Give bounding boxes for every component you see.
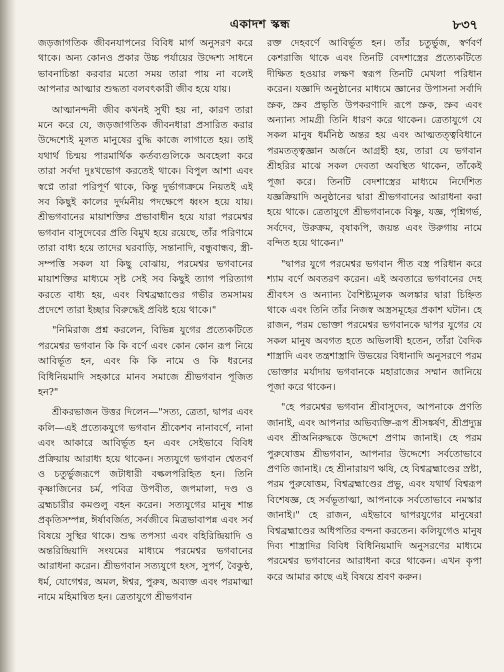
chapter-title: একাদশ স্কন্ধ	[229, 17, 291, 31]
paragraph: "নিমিরাজ প্রশ্ন করলেন, বিভিন্ন যুগের প্রত্যেকটিতে পরমেশ্বর ভগবান কি কি বর্ণে এবং কোন কোন রূপ নিয়ে আবির্ভূত হন, এবং কি কি নামে ও কি ধরনের বিধিনিয়মাদি সহকারে মানব সমাজে শ্রীভগবান পূজিত হন?"	[38, 325, 253, 398]
paragraph: "দ্বাপর যুগে পরমেশ্বর ভগবান পীত বস্ত্র পরিধান করে শ্যাম বর্ণে অবতরণ করেন। এই অবতারে ভগবানের দেহ শ্রীবৎস ও অন্যান্য বৈশিষ্ট্যমূলক অলঙ্কার দ্বারা চিহ্নিত থাকে এবং তিনি তাঁর নিজস্ব অস্ত্রসমূহের প্রকাশ ঘটান। হে রাজন, পরম ভোক্তা পরমেশ্বর ভগবানকে দ্বাপর যুগের যে সকল মানুষ অবগত হতে অভিলাষী হতেন, তাঁরা বৈদিক শাস্ত্রাদি এবং তন্ত্রশাস্ত্রাদি উভয়ের বিধানাদি অনুসরণে পরম ভোক্তার মর্যাদায় ভগবানকে মহারাজের সম্মান জানিয়ে পূজা করে থাকেন।	[267, 258, 482, 393]
right-column	[267, 36, 482, 660]
paragraph: শ্রীকরভাজন উত্তর দিলেন—"সত্য, ত্রেতা, দ্বাপর এবং কলি—এই প্রত্যেকযুগে ভগবান শ্রীকেশব নানাবর্ণে, নানা এবং আকারে আবির্ভূত হন এবং সেইভাবে বিবিধ প্রক্রিয়ায় আরাধ্য হয়ে থাকেন। সত্যযুগে ভগবান শ্বেতবর্ণ ও চতুর্ভুজরূপে জটাধারী বল্কলপরিহিত হন। তিনি কৃষ্ণাজিনের চর্ম, পবিত্র উপবীত, জপমালা, দণ্ড ও ব্রহ্মচারীর কমণ্ডলু বহন করেন। সত্যযুগের মানুষ শান্ত প্রকৃতিসম্পন্ন, ঈর্ষাবর্জিত, সর্বজীবে মিত্রভাবাপন্ন এবং সর্ব বিষয়ে সুস্থির থাকে। শুদ্ধ তপস্যা এবং বহিরিন্দ্রিয়াদি ও অন্তরিন্দ্রিয়াদি সংযমের মাধ্যমে পরমেশ্বর ভগবানের আরাধনা করেন। শ্রীভগবান সত্যযুগে হংস, সুপর্ণ, বৈকুণ্ঠ, ধর্ম, যোগেশ্বর, অমল, ঈশ্বর, পুরুষ, অব্যক্ত এবং পরমাত্মা নামে মহিমান্বিত হন। ত্রেতাযুগে শ্রীভগবান	[38, 407, 253, 604]
paragraph: রক্ত দেহবর্ণে আবির্ভূত হন। তাঁর চতুর্ভুজ, স্বর্ণবর্ণ কেশরাজি থাকে এবং তিনটি বেদশাস্ত্রের প্রত্যেকটিতে দীক্ষিত হওয়ার লক্ষণ স্বরূপ তিনটি মেখলা পরিধান করেন। যজ্ঞাদি অনুষ্ঠানের মাধ্যমে জ্ঞানের উপাসনা সর্বাদি স্রুক, স্রুব প্রভৃতি উপকরণাদি রূপে স্রুক, স্রুব এবং অন্যান্য সামগ্রী তিনি ধারণ করে থাকেন। ত্রেতাযুগে যে সকল মানুষ ধর্মনিষ্ঠ অন্তর হয় এবং আত্মতত্ত্ববিধানে পরমতত্ত্বজ্ঞান অর্জনে আগ্রহী হয়, তারা যে ভগবান শ্রীহরির মাঝে সকল দেবতা অবস্থিত থাকেন, তাঁকেই পূজা করে। তিনটি বেদশাস্ত্রের মাধ্যমে নির্দেশিত যজ্ঞক্রিয়াদি অনুষ্ঠানের দ্বারা শ্রীভগবানের আরাধনা করা হয়ে থাকে। ত্রেতাযুগে শ্রীভগবানকে বিষ্ণু, যজ্ঞ, পৃশ্নিগর্ভ, সর্বদেব, উরুক্রম, বৃষাকপি, জয়ন্ত এবং উরুগায় নামে বন্দিত হয়ে থাকেন।"	[267, 38, 482, 250]
paragraph: আত্মানন্দনী জীব কখনই সুখী হয় না, কারণ তারা মনে করে যে, জড়জাগতিক জীবনধারা প্রসারিত করার উদ্দেশ্যেই মূলত মানুষের বুদ্ধি কাজে লাগাতে হয়। তাই যথার্থ চিন্ময় পারমার্থিক কর্তব্যগুলিকে অবহেলা করে তারা সর্বদা দুঃখভোগ করতেই থাকে। বিপুল আশা এবং স্বপ্নে তারা পরিপূর্ণ থাকে, কিন্তু দুর্ভাগ্যক্রমে নিয়তই এই সব কিছুই কালের দুর্দমনীয় পদক্ষেপে ধ্বংস হয়ে যায়। শ্রীভগবানের মায়াশক্তির প্রভাবাধীন হয়ে যারা পরমেশ্বর ভগবান বাসুদেবের প্রতি বিমুখ হয়ে রয়েছে, তাঁর পরিণামে তারা বাধ্য হয়ে তাদের ঘরবাড়ি, সন্তানাদি, বন্ধুবান্ধব, স্ত্রী-সম্পত্তি সকল যা কিছু বোঝায়, পরমেশ্বর ভগবানের মায়াশক্তির মাধ্যমে সৃষ্ট সেই সব কিছুই ত্যাগ পরিত্যাগ করতে বাধ্য হয়, এবং বিশ্বব্রহ্মাণ্ডের গভীর তমসাময় প্রদেশে তারা ইচ্ছার বিরুদ্ধেই প্রবিষ্ট হয়ে থাকে।"	[38, 104, 253, 316]
page-number: ৮৩৭	[452, 18, 478, 33]
left-column	[38, 36, 253, 660]
page-header	[38, 14, 482, 36]
paragraph: জড়জাগতিক জীবনযাপনের বিবিধ মার্গ অনুসরণ করে থাকে। অন্য কোনও প্রকার উচ্চ পর্যায়ের উদ্দেশ্য সাধনে ভাবনাচিন্তা করবার মতো সময় তারা পায় না বলেই আপনার আত্মার শুদ্ধতা বলবৎকারী জীব হয়ে যায়।	[38, 38, 253, 96]
paragraph: "হে পরমেশ্বর ভগবান শ্রীবাসুদেব, আপনাকে প্রণতি জানাই, এবং আপনার অভিব্যক্তি-রূপ শ্রীসঙ্কর্ষণ, শ্রীপ্রদ্যুম্ন এবং শ্রীঅনিরুদ্ধকে উদ্দেশে প্রণাম জানাই। হে পরম পুরুষোত্তম শ্রীভগবান, আপনার উদ্দেশ্যে সর্বতোভাবে প্রণতি জানাই। হে শ্রীনারায়ণ ঋষি, হে বিশ্বব্রহ্মাণ্ডের স্রষ্টা, পরম পুরুষোত্তম, বিশ্বব্রহ্মাণ্ডের প্রভু, এবং যথার্থ বিশ্বরূপ বিশেষজ্ঞ, হে সর্বভূতাত্মা, আপনাকে সর্বতোভাবে নমস্কার জানাই।" হে রাজন, এইভাবে দ্বাপরযুগের মানুষেরা বিশ্বব্রহ্মাণ্ডের অধিপতির বন্দনা করতেন। কলিযুগেও মানুষ দিব্য শাস্ত্রাদির বিবিধ বিধিনিয়মাদি অনুসরণের মাধ্যমে পরমেশ্বর ভগবানের আরাধনা করে থাকেন। এখন কৃপা করে আমার কাছে এই বিষয়ে শ্রবণ করুন।	[267, 402, 482, 583]
text-columns	[38, 36, 482, 660]
